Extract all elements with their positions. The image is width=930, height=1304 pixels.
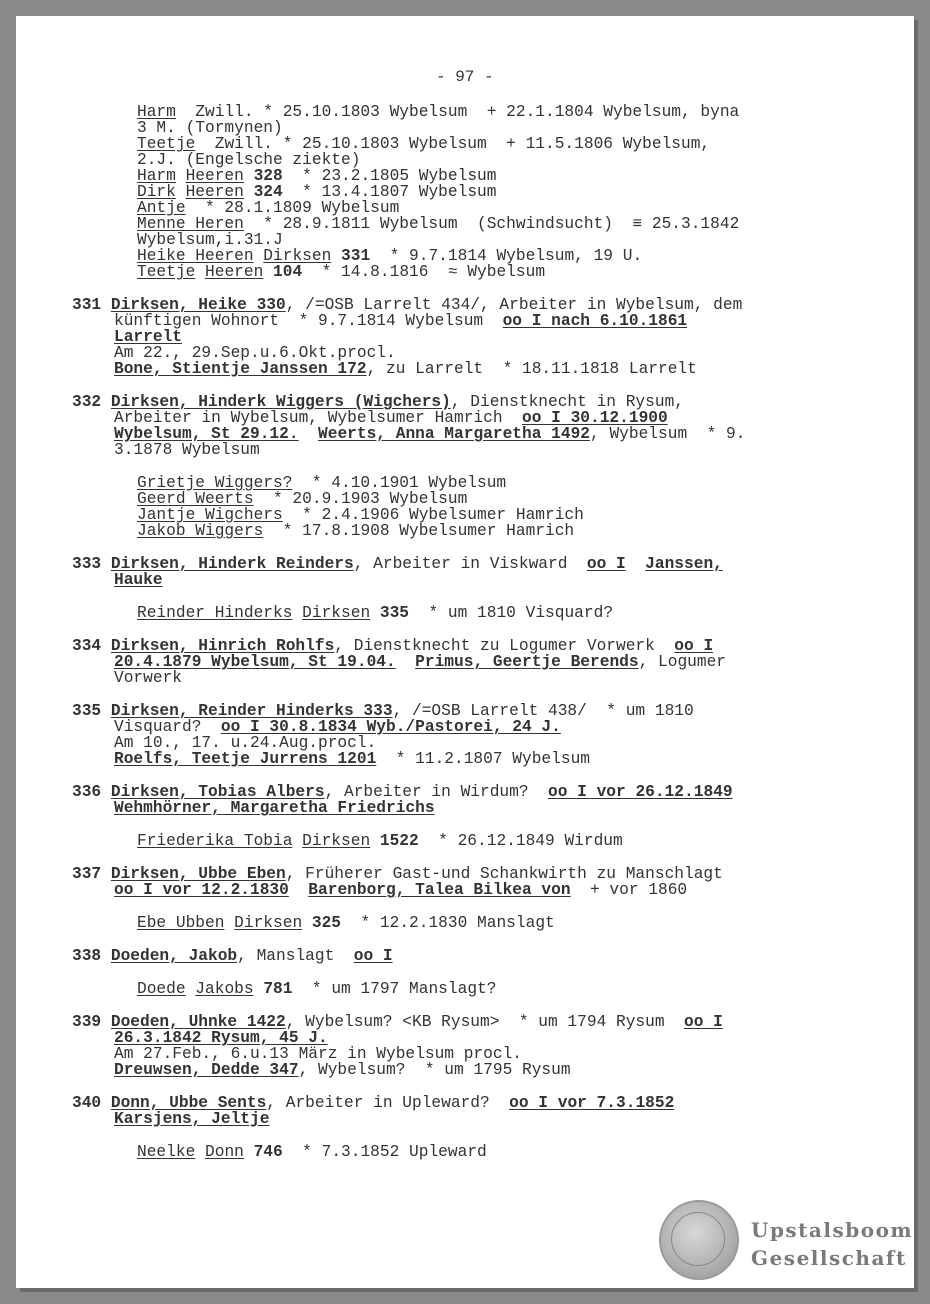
text-segment: , zu Larrelt * 18.11.1818 Larrelt — [366, 360, 697, 378]
text-segment — [244, 1143, 254, 1161]
text-segment: Wybelsum,i.31.J — [137, 231, 283, 249]
text-segment: , Manslagt — [237, 947, 354, 965]
text-segment: Jantje Wigchers — [137, 506, 283, 524]
text-segment: 335 — [379, 604, 410, 622]
society-logo — [751, 1216, 913, 1272]
text-line — [137, 168, 496, 184]
text-segment: , Dienstknecht in Rysum, — [450, 393, 684, 411]
text-segment: Roelfs, Teetje Jurrens 1201 — [114, 750, 377, 768]
text-segment: Teetje — [137, 135, 196, 153]
text-line — [137, 248, 642, 264]
text-line — [72, 394, 684, 410]
text-segment: oo I nach 6.10.1861 — [502, 312, 688, 330]
text-segment: 3.1878 Wybelsum — [114, 441, 260, 459]
text-segment: Teetje — [137, 263, 196, 281]
text-segment: Dirksen — [302, 832, 371, 850]
text-segment: Dreuwsen, Dedde 347 — [114, 1061, 299, 1079]
text-line — [137, 833, 623, 849]
text-line — [72, 703, 694, 719]
text-line — [72, 948, 393, 964]
text-segment: oo I 30.8.1834 Wyb./Pastorei, 24 J. — [220, 718, 561, 736]
text-line — [137, 1144, 487, 1160]
text-segment: Doede — [137, 980, 186, 998]
text-segment: oo I — [586, 555, 626, 573]
text-segment: Hauke — [114, 571, 163, 589]
text-segment: Larrelt — [114, 328, 182, 346]
text-segment: künftigen Wohnort * 9.7.1814 Wybelsum — [114, 312, 503, 330]
text-line — [114, 670, 182, 686]
text-line — [114, 719, 561, 735]
text-segment: Dirksen, Tobias Albers — [110, 783, 325, 801]
text-segment — [370, 604, 380, 622]
text-segment: Dirk — [137, 183, 176, 201]
text-segment: oo I vor 12.2.1830 — [114, 881, 289, 899]
text-segment: Harm — [137, 167, 176, 185]
text-line — [137, 216, 739, 232]
text-segment: Primus, Geertje Berends — [415, 653, 639, 671]
text-segment — [224, 914, 234, 932]
text-line — [72, 1014, 723, 1030]
text-segment: * 28.1.1809 Wybelsum — [185, 199, 400, 217]
text-segment: , Arbeiter in Upleward? — [266, 1094, 510, 1112]
text-segment: oo I — [353, 947, 393, 965]
text-line — [137, 136, 710, 152]
text-line — [114, 426, 745, 442]
text-segment: 339 — [72, 1013, 111, 1031]
text-segment: * 4.10.1901 Wybelsum — [292, 474, 507, 492]
text-segment: 104 — [273, 263, 303, 281]
text-segment: 332 — [72, 393, 111, 411]
text-line — [114, 572, 163, 588]
text-line — [114, 329, 182, 345]
text-segment: * 11.2.1807 Wybelsum — [376, 750, 590, 768]
text-segment: Dirksen, Hinderk Wiggers (Wigchers) — [110, 393, 451, 411]
text-segment: Friederika Tobia — [137, 832, 293, 850]
text-segment: Dirksen, Reinder Hinderks 333 — [110, 702, 393, 720]
text-line — [72, 297, 742, 313]
text-segment: 3 M. (Tormynen) — [137, 119, 283, 137]
text-segment — [195, 263, 205, 281]
text-line — [114, 654, 726, 670]
text-segment: Heeren — [185, 167, 244, 185]
text-line — [72, 1095, 674, 1111]
text-line — [137, 264, 545, 280]
text-segment: Donn, Ubbe Sents — [110, 1094, 267, 1112]
text-line — [137, 915, 555, 931]
text-line — [72, 638, 713, 654]
text-segment: * 7.3.1852 Upleward — [282, 1143, 487, 1161]
text-segment: 20.4.1879 Wybelsum, St 19.04. — [114, 653, 396, 671]
text-segment: 338 — [72, 947, 111, 965]
text-segment: Am 10., 17. u.24.Aug.procl. — [114, 734, 377, 752]
text-segment: , Wybelsum? <KB Rysum> * um 1794 Rysum — [285, 1013, 684, 1031]
text-segment: Dirksen, Ubbe Eben — [110, 865, 286, 883]
logo-line-1: Upstalsboom — [751, 1218, 914, 1242]
text-segment: 334 — [72, 637, 111, 655]
text-line — [137, 152, 360, 168]
text-segment — [302, 914, 312, 932]
text-segment: , Dienstknecht zu Logumer Vorwerk — [334, 637, 675, 655]
text-segment: 324 — [253, 183, 283, 201]
document-page — [16, 16, 914, 1288]
text-segment — [626, 555, 645, 573]
text-segment: 335 — [72, 702, 111, 720]
text-segment: * 28.9.1811 Wybelsum (Schwindsucht) ≡ 25.3.1842 — [243, 215, 740, 233]
text-segment: + vor 1860 — [570, 881, 688, 899]
text-line — [72, 784, 733, 800]
text-segment: Dirksen — [263, 247, 332, 265]
text-segment: 2.J. (Engelsche ziekte) — [137, 151, 361, 169]
text-segment: * um 1810 Visquard? — [409, 604, 614, 622]
text-line — [114, 313, 687, 329]
text-segment — [186, 980, 196, 998]
text-line — [114, 751, 590, 767]
text-segment: 325 — [311, 914, 342, 932]
text-segment: , Wybelsum? * um 1795 Rysum — [298, 1061, 571, 1079]
text-line — [114, 410, 668, 426]
text-line — [114, 1046, 522, 1062]
text-segment: * um 1797 Manslagt? — [292, 980, 497, 998]
text-segment: * 23.2.1805 Wybelsum — [282, 167, 497, 185]
text-segment: 781 — [263, 980, 293, 998]
text-line — [114, 1030, 328, 1046]
text-segment: Am 22., 29.Sep.u.6.Okt.procl. — [114, 344, 396, 362]
text-segment: Dirksen — [302, 604, 371, 622]
text-segment: , Früherer Gast-und Schankwirth zu Manschlagt — [285, 865, 723, 883]
text-line — [137, 507, 584, 523]
text-line — [137, 120, 283, 136]
text-segment: * 14.8.1816 ≈ Wybelsum — [302, 263, 546, 281]
text-line — [72, 556, 723, 572]
text-line — [137, 232, 283, 248]
text-segment: , Arbeiter in Wirdum? — [324, 783, 549, 801]
text-segment: 328 — [253, 167, 283, 185]
text-line — [137, 475, 506, 491]
text-line — [137, 184, 496, 200]
text-segment: 331 — [72, 296, 111, 314]
text-segment: , Arbeiter in Viskward — [353, 555, 587, 573]
text-segment: oo I vor 7.3.1852 — [509, 1094, 675, 1112]
text-segment: , Wybelsum * 9. — [590, 425, 746, 443]
text-segment: Arbeiter in Wybelsum, Wybelsumer Hamrich — [114, 409, 522, 427]
text-line — [137, 104, 739, 120]
text-line — [114, 1062, 571, 1078]
text-segment: Bone, Stientje Janssen 172 — [114, 360, 367, 378]
text-segment: Dirksen, Heike 330 — [110, 296, 286, 314]
text-segment: * 17.8.1908 Wybelsumer Hamrich — [263, 522, 575, 540]
text-line — [72, 866, 723, 882]
text-segment: Visquard? — [114, 718, 221, 736]
text-segment: oo I vor 26.12.1849 — [548, 783, 733, 801]
text-segment: Jakobs — [195, 980, 254, 998]
text-segment: Jakob Wiggers — [137, 522, 264, 540]
logo-line-2: Gesellschaft — [751, 1246, 907, 1270]
text-line — [137, 605, 613, 621]
text-segment: oo I — [674, 637, 714, 655]
text-line — [114, 361, 697, 377]
text-segment: Dirksen, Hinderk Reinders — [110, 555, 354, 573]
text-segment: Menne Heren — [137, 215, 244, 233]
text-line — [137, 981, 496, 997]
text-segment: , /=OSB Larrelt 434/, Arbeiter in Wybelsum, dem — [285, 296, 743, 314]
text-line — [114, 800, 435, 816]
text-segment — [254, 980, 264, 998]
text-segment — [195, 1143, 205, 1161]
text-segment: Wehmhörner, Margaretha Friedrichs — [114, 799, 435, 817]
text-segment: 336 — [72, 783, 111, 801]
text-segment — [396, 653, 415, 671]
society-seal-icon — [659, 1200, 739, 1280]
text-segment: Dirksen — [234, 914, 303, 932]
text-segment: 746 — [253, 1143, 283, 1161]
text-segment — [292, 832, 302, 850]
text-line — [114, 882, 687, 898]
text-segment: Ebe Ubben — [137, 914, 225, 932]
genealogy-text — [16, 16, 914, 1288]
text-line — [137, 523, 574, 539]
text-segment: Zwill. * 25.10.1803 Wybelsum + 22.1.1804 Wybelsum, byna — [175, 103, 740, 121]
text-segment: * 12.2.1830 Manslagt — [341, 914, 555, 932]
text-line — [137, 200, 399, 216]
text-segment: * 26.12.1849 Wirdum — [418, 832, 623, 850]
text-segment: Weerts, Anna Margaretha 1492 — [318, 425, 591, 443]
text-segment — [370, 832, 380, 850]
text-line — [114, 1111, 269, 1127]
page-number: - 97 - — [436, 68, 494, 86]
text-segment — [299, 425, 318, 443]
text-segment: Donn — [205, 1143, 244, 1161]
text-segment — [292, 604, 302, 622]
text-segment: oo I — [684, 1013, 723, 1031]
text-segment: Zwill. * 25.10.1803 Wybelsum + 11.5.1806 Wybelsum, — [195, 135, 711, 153]
text-segment: Am 27.Feb., 6.u.13 März in Wybelsum procl. — [114, 1045, 522, 1063]
text-segment: Grietje Wiggers? — [137, 474, 293, 492]
text-segment: Antje — [137, 199, 186, 217]
text-segment — [289, 881, 308, 899]
text-segment: Doeden, Jakob — [110, 947, 238, 965]
text-segment: Heeren — [205, 263, 264, 281]
text-segment: Dirksen, Hinrich Rohlfs — [110, 637, 335, 655]
text-segment: Reinder Hinderks — [137, 604, 293, 622]
text-line — [137, 491, 467, 507]
text-segment: 333 — [72, 555, 111, 573]
text-segment: Harm — [137, 103, 176, 121]
text-segment: 331 — [341, 247, 371, 265]
text-segment: 26.3.1842 Rysum, 45 J. — [114, 1029, 328, 1047]
text-segment: Geerd Weerts — [137, 490, 254, 508]
text-segment: Doeden, Uhnke 1422 — [110, 1013, 286, 1031]
text-segment: Karsjens, Jeltje — [114, 1110, 270, 1128]
text-segment: , /=OSB Larrelt 438/ * um 1810 — [392, 702, 694, 720]
text-segment: Heeren — [185, 183, 244, 201]
text-segment: Barenborg, Talea Bilkea von — [308, 881, 571, 899]
text-segment: Heike Heeren — [137, 247, 254, 265]
text-segment — [263, 263, 273, 281]
text-segment: 337 — [72, 865, 111, 883]
text-segment: oo I 30.12.1900 — [522, 409, 668, 427]
text-segment: Vorwerk — [114, 669, 182, 687]
text-segment: 1522 — [379, 832, 419, 850]
text-segment: Janssen, — [645, 555, 723, 573]
text-segment: Neelke — [137, 1143, 196, 1161]
text-segment: * 20.9.1903 Wybelsum — [253, 490, 468, 508]
text-segment: , Logumer — [638, 653, 727, 671]
text-segment: Wybelsum, St 29.12. — [114, 425, 299, 443]
text-segment: * 9.7.1814 Wybelsum, 19 U. — [370, 247, 643, 265]
text-segment: * 13.4.1807 Wybelsum — [282, 183, 497, 201]
text-line — [114, 442, 260, 458]
text-segment: 340 — [72, 1094, 111, 1112]
text-line — [114, 345, 396, 361]
text-segment: * 2.4.1906 Wybelsumer Hamrich — [282, 506, 584, 524]
text-line — [114, 735, 376, 751]
